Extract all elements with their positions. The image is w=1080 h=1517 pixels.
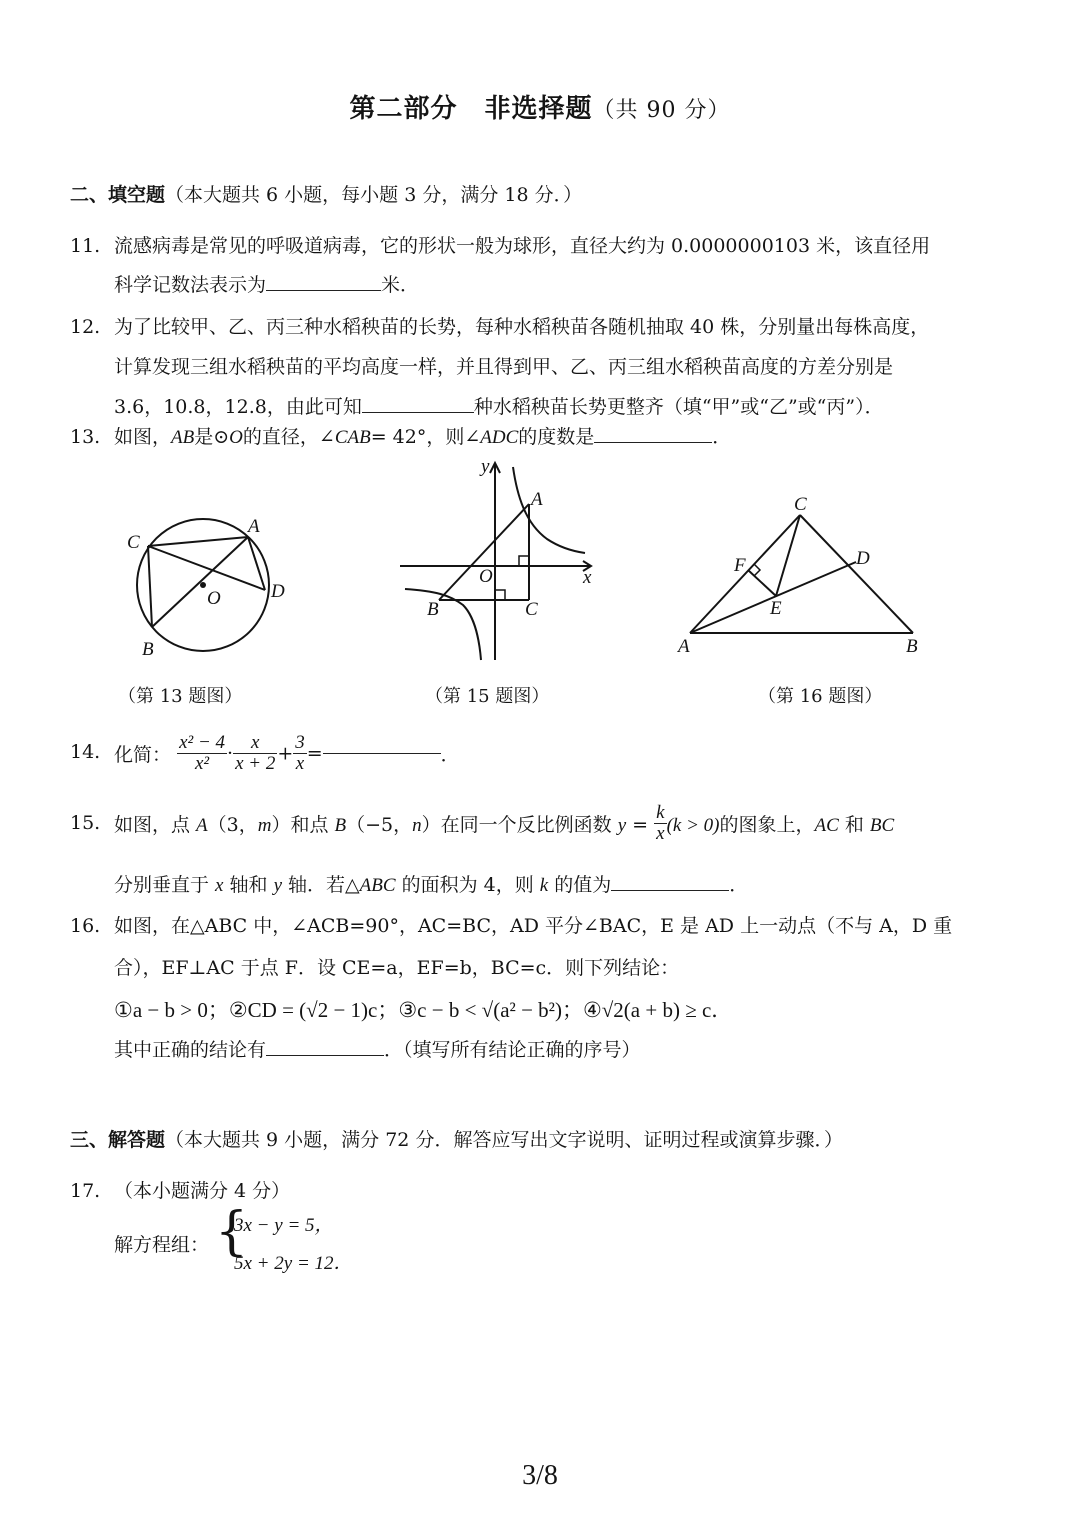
question-12-line-1: 12. 为了比较甲、乙、丙三种水稻秧苗的长势，每种水稻秧苗各随机抽取 40 株，分别量出每株高度， xyxy=(70,316,930,338)
label-d: D xyxy=(856,548,870,569)
question-13: 13. 如图，AB是⊙O的直径，∠CAB= 42°，则∠ADC的度数是 ． xyxy=(70,426,732,448)
answer-blank[interactable] xyxy=(323,752,441,754)
center-dot xyxy=(200,582,206,588)
answer-blank[interactable] xyxy=(594,441,712,443)
side-cb xyxy=(800,515,913,633)
chord-ca xyxy=(148,537,248,546)
question-17-header: 17. （本小题满分 4 分） xyxy=(70,1180,291,1202)
equation-1: 3x − y = 5， xyxy=(234,1215,334,1236)
figure-13-caption: （第 13 题图） xyxy=(118,686,243,707)
chord-cb xyxy=(148,546,152,627)
figure-16-caption: （第 16 题图） xyxy=(758,686,883,707)
question-15-line-1: 15. 如图，点 A（3，m）和点 B（−5，n）在同一个反比例函数 y = $\frac{k}{x}$ (k > 0)的图象上，AC 和 BC xyxy=(70,802,895,844)
question-16-line-2: 合），EF⊥AC 于点 F．设 CE=a，EF=b，BC=c．则下列结论： xyxy=(114,957,680,979)
question-number: 12. xyxy=(70,316,101,338)
answer-blank[interactable] xyxy=(611,889,729,891)
answer-blank[interactable] xyxy=(266,289,381,291)
figure-16 xyxy=(670,490,940,660)
segment-ef xyxy=(748,570,776,596)
question-number: 17. xyxy=(70,1180,101,1202)
system-brace: { xyxy=(215,1202,249,1262)
question-14: 14. 化简： $\frac{\text{x² − 4}}{\text{x²}}$ · $\frac{x}{x + 2}$ + $\frac{3}{x}$ = ． xyxy=(70,732,460,774)
question-12-line-3: 3.6，10.8，12.8，由此可知 种水稻秧苗长势更整齐（填“甲”或“乙”或“丙”）． xyxy=(114,396,884,418)
label-b: B xyxy=(427,599,439,620)
title-score: （共 90 分） xyxy=(592,98,731,123)
label-o: O xyxy=(207,588,221,609)
page-number: 3/8 xyxy=(522,1460,558,1491)
label-a: A xyxy=(531,489,543,510)
fraction-k-over-x: $\frac{k}{x}$ xyxy=(656,802,665,844)
label-y: y xyxy=(481,456,490,477)
page-title: 第二部分 非选择题（共 90 分） xyxy=(349,94,731,124)
figure-15-caption: （第 15 题图） xyxy=(425,686,550,707)
label-b: B xyxy=(142,639,154,660)
label-x: x xyxy=(583,567,592,588)
question-15-line-2: 分别垂直于 x 轴和 y 轴．若△ABC 的面积为 4，则 k 的值为 ． xyxy=(114,874,749,896)
question-number: 13. xyxy=(70,426,101,448)
answer-blank[interactable] xyxy=(266,1054,384,1056)
equation-2: 5x + 2y = 12． xyxy=(234,1253,353,1274)
chord-cd xyxy=(148,546,265,590)
label-c: C xyxy=(794,494,807,515)
question-17-text: 解方程组： xyxy=(114,1234,210,1256)
section-heading: 二、填空题（本大题共 6 小题，每小题 3 分，满分 18 分．） xyxy=(70,184,583,206)
figure-15 xyxy=(395,455,605,665)
label-c: C xyxy=(127,532,140,553)
label-a: A xyxy=(678,636,690,657)
right-angle-mark xyxy=(754,564,760,576)
label-d: D xyxy=(271,581,285,602)
answer-blank[interactable] xyxy=(362,411,474,413)
label-b: B xyxy=(906,636,918,657)
question-11-line-1: 11. 流感病毒是常见的呼吸道病毒，它的形状一般为球形，直径大约为 0.0000000103 米，该直径用 xyxy=(70,235,931,257)
question-number: 11. xyxy=(70,235,101,257)
question-12-line-2: 计算发现三组水稻秧苗的平均高度一样，并且得到甲、乙、丙三组水稻秧苗高度的方差分别是 xyxy=(114,356,894,378)
question-11-line-2: 科学记数法表示为 米． xyxy=(114,274,420,296)
label-a: A xyxy=(248,516,260,537)
question-16-line-1: 16. 如图，在△ABC 中，∠ACB=90°，AC=BC，AD 平分∠BAC，E 是 AD 上一动点（不与 A，D 重 xyxy=(70,915,953,937)
label-o: O xyxy=(479,566,493,587)
right-angle-mark-2 xyxy=(495,590,505,600)
diameter-ab xyxy=(152,537,248,627)
fraction-1: $\frac{\text{x² − 4}}{\text{x²}}$ xyxy=(179,732,226,774)
section-heading: 三、解答题（本大题共 9 小题，满分 72 分．解答应写出文字说明、证明过程或演算步骤．） xyxy=(70,1129,843,1151)
question-number: 14. xyxy=(70,741,101,764)
label-e: E xyxy=(770,598,782,619)
fraction-3: $\frac{3}{x}$ xyxy=(295,732,305,774)
section-note: （本大题共 9 小题，满分 72 分．解答应写出文字说明、证明过程或演算步骤．） xyxy=(165,1129,843,1151)
question-number: 15. xyxy=(70,812,101,835)
section-note: （本大题共 6 小题，每小题 3 分，满分 18 分．） xyxy=(165,184,583,206)
right-angle-mark-1 xyxy=(519,556,529,566)
figure-13 xyxy=(115,500,315,670)
question-16-conclusions: ①a − b > 0；②CD = (√2 − 1)c；③c − b < √(a² − b²)；④√2(a + b) ≥ c． xyxy=(114,998,733,1022)
label-f: F xyxy=(734,555,746,576)
fraction-2: $\frac{x}{x + 2}$ xyxy=(235,732,276,774)
question-16-line-4: 其中正确的结论有 ．（填写所有结论正确的序号） xyxy=(114,1039,641,1061)
question-number: 16. xyxy=(70,915,101,937)
label-c: C xyxy=(525,599,538,620)
